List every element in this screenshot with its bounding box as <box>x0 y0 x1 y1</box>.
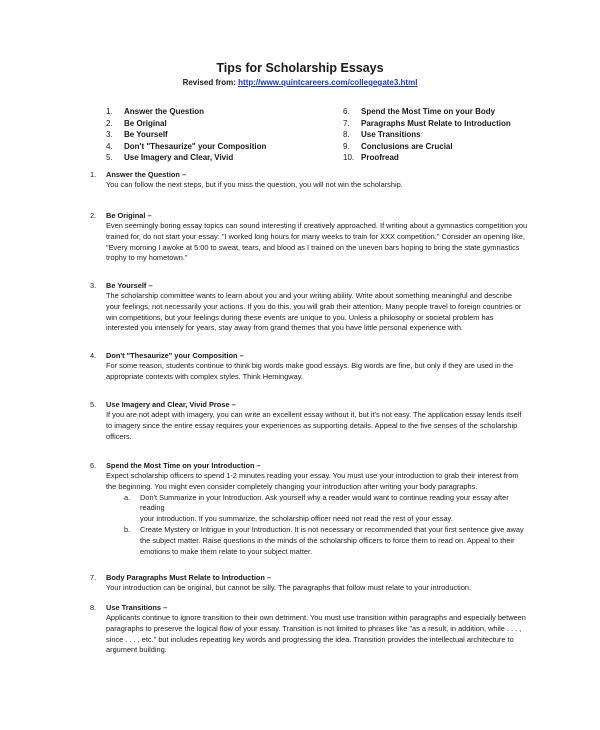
sub-item-text <box>140 525 524 557</box>
toc-left-column <box>106 106 266 164</box>
section-title: Be Original – <box>106 211 152 220</box>
section-body <box>106 221 530 264</box>
revised-from-line <box>0 78 600 87</box>
body-line: "Every morning I awoke at 5:00 to sweat, tears, and blood as I trained on the uneven bars hoping to bring the state gymnastics <box>106 242 520 252</box>
body-line: Your introduction can be original, but cannot be silly. The paragraphs that follow must relate to your introduction. <box>106 583 472 592</box>
body-line: your introduction. If you summarize, the scholarship officer need not read the rest of your essay. <box>140 514 453 524</box>
section-heading <box>90 351 530 361</box>
body-line: trophy to my hometown." <box>106 253 188 263</box>
revised-prefix: Revised from: <box>182 78 239 87</box>
toc-item <box>106 118 266 130</box>
toc-item-label: Proofread <box>361 153 399 163</box>
toc-item-number: 1. <box>106 107 113 116</box>
toc-item-number: 4. <box>106 141 113 151</box>
toc-item <box>343 129 511 141</box>
toc-right-column <box>343 106 511 164</box>
section-number: 3. <box>90 281 97 290</box>
toc-item-label: Use Imagery and Clear, Vivid <box>124 153 234 163</box>
toc-item-number: 6. <box>343 107 350 116</box>
section-number: 2. <box>90 211 97 220</box>
toc-item-label: Don't "Thesaurize" your Composition <box>124 141 267 151</box>
body-line: paragraphs to preserve the logical flow of your essay. Transition is not limited to phrases like "as a result, in addition, while . . . , <box>106 623 522 633</box>
sub-item-text <box>140 493 530 525</box>
section-number: 6. <box>90 461 97 470</box>
body-line: since . . . , etc." but includes repeating key words and progressing the idea. Transition provides the intellectual architecture to <box>106 634 514 644</box>
toc-item-label: Conclusions are Crucial <box>361 141 453 151</box>
section-heading <box>90 400 530 410</box>
toc-item-label: Be Yourself <box>124 130 168 140</box>
toc-item-number: 3. <box>106 130 113 140</box>
section-number: 8. <box>90 603 97 612</box>
toc-item <box>106 152 266 164</box>
toc-item <box>343 152 511 164</box>
body-line: win competitions, but your feelings during these events are unique to you. Unless a philosophy or societal problem has <box>106 312 494 322</box>
section-number: 1. <box>90 170 97 179</box>
toc-item <box>343 118 511 130</box>
section-heading <box>90 211 530 221</box>
body-line: For some reason, students continue to think big words make good essays. Big words are fine, but only if they are used in the <box>106 361 514 370</box>
section-number: 4. <box>90 351 97 360</box>
section-heading <box>90 281 530 291</box>
toc-item-number: 5. <box>106 153 113 163</box>
section-heading <box>90 461 530 471</box>
section-heading <box>90 170 530 180</box>
section-body <box>106 180 530 191</box>
toc-item-label: Paragraphs Must Relate to Introduction <box>361 118 511 128</box>
section-title: Use Transitions – <box>106 603 168 612</box>
section-6 <box>90 461 530 557</box>
section-body <box>106 613 530 656</box>
section-body <box>106 471 530 493</box>
section-title: Be Yourself – <box>106 281 153 290</box>
section-number: 5. <box>90 400 97 409</box>
section-5 <box>90 400 530 442</box>
body-line: You can follow the next steps, but if you miss the question, you will not win the scholarship. <box>106 180 403 189</box>
sub-item-letter: a. <box>124 492 131 502</box>
toc-item <box>106 141 266 153</box>
section-number: 7. <box>90 573 97 582</box>
sub-item-letter: b. <box>124 524 131 534</box>
body-line: interested you intensely for years, stay away from grand themes that you have little personal experience with. <box>106 323 463 333</box>
section-3 <box>90 281 530 334</box>
toc-item-label: Use Transitions <box>361 130 421 140</box>
body-line: the subject matter. Raise questions in the minds of the scholarship officers to force them to read on. Appeal to their <box>140 535 515 545</box>
section-body <box>106 361 530 383</box>
body-line: Expect scholarship officers to spend 1-2 minutes reading your essay. You must use your introduction to grab their interest from <box>106 471 519 480</box>
section-title: Spend the Most Time on your Introduction – <box>106 461 261 470</box>
body-line: argument building. <box>106 645 167 655</box>
toc-item <box>343 141 511 153</box>
body-line: the beginning. You might even consider completely changing your introduction after writing your body paragraphs. <box>106 481 478 491</box>
section-4 <box>90 351 530 383</box>
body-line: Even seemingly boring essay topics can sound interesting if creatively approached. If writing about a gymnastics competition you <box>106 221 528 230</box>
toc-item-number: 10. <box>343 153 355 163</box>
body-line: appropriate contexts with complex styles. Think Hemingway. <box>106 371 303 381</box>
toc-item-number: 7. <box>343 118 350 128</box>
toc-item-label: Be Original <box>124 118 167 128</box>
section-title: Use Imagery and Clear, Vivid Prose – <box>106 400 236 409</box>
body-line: to imagery since the entire essay requires your experiences as supporting details. Appeal to the five senses of the scholarship <box>106 420 518 430</box>
toc-item-label: Spend the Most Time on your Body <box>361 107 496 116</box>
section-1 <box>90 170 530 191</box>
toc-item <box>343 106 511 118</box>
toc-item <box>106 106 266 118</box>
toc-item <box>106 129 266 141</box>
body-line: Applicants continue to ignore transition to their own detriment. You must use transition within paragraphs and especially between <box>106 613 526 622</box>
body-line: If you are not adept with imagery, you can write an excellent essay without it, but it's not easy. The application essay lends itself <box>106 410 522 419</box>
document-title: Tips for Scholarship Essays <box>216 61 384 75</box>
section-body <box>106 291 530 334</box>
toc-item-label: Answer the Question <box>124 107 205 116</box>
section-heading <box>90 603 530 613</box>
toc-item-number: 9. <box>343 141 350 151</box>
body-line: your feelings, not necessarily your actions. If you do this, you will grab their attention. Many people travel to foreign countries or <box>106 301 522 311</box>
body-line: emotions to make them relate to your subject matter. <box>140 546 313 556</box>
body-line: Don't Summarize in your Introduction. Ask yourself why a reader would want to continue reading your essay after reading <box>140 492 509 513</box>
section-body <box>106 410 530 442</box>
section-2 <box>90 211 530 264</box>
section-heading <box>90 573 530 583</box>
body-line: trained for, do not start your essay: "I worked long hours for many weeks to train for XXX competition." Consider an opening like, <box>106 231 525 241</box>
section-body <box>106 583 530 594</box>
section-7 <box>90 573 530 594</box>
section-8 <box>90 603 530 656</box>
body-line: The scholarship committee wants to learn about you and your writing ability. Write about something meaningful and describe <box>106 291 513 300</box>
sub-item <box>124 493 530 525</box>
body-line: officers. <box>106 431 132 441</box>
section-title: Answer the Question – <box>106 170 187 179</box>
source-link[interactable]: http://www.quintcareers.com/collegegate3.html <box>238 78 418 87</box>
toc-item-number: 2. <box>106 118 113 128</box>
section-title: Body Paragraphs Must Relate to Introduction – <box>106 573 272 582</box>
sub-item <box>124 525 530 557</box>
toc-item-number: 8. <box>343 130 350 140</box>
section-title: Don't "Thesaurize" your Composition – <box>106 351 244 360</box>
body-line: Create Mystery or Intrigue in your Introduction. It is not necessary or recommended that your first sentence give away <box>140 524 524 534</box>
